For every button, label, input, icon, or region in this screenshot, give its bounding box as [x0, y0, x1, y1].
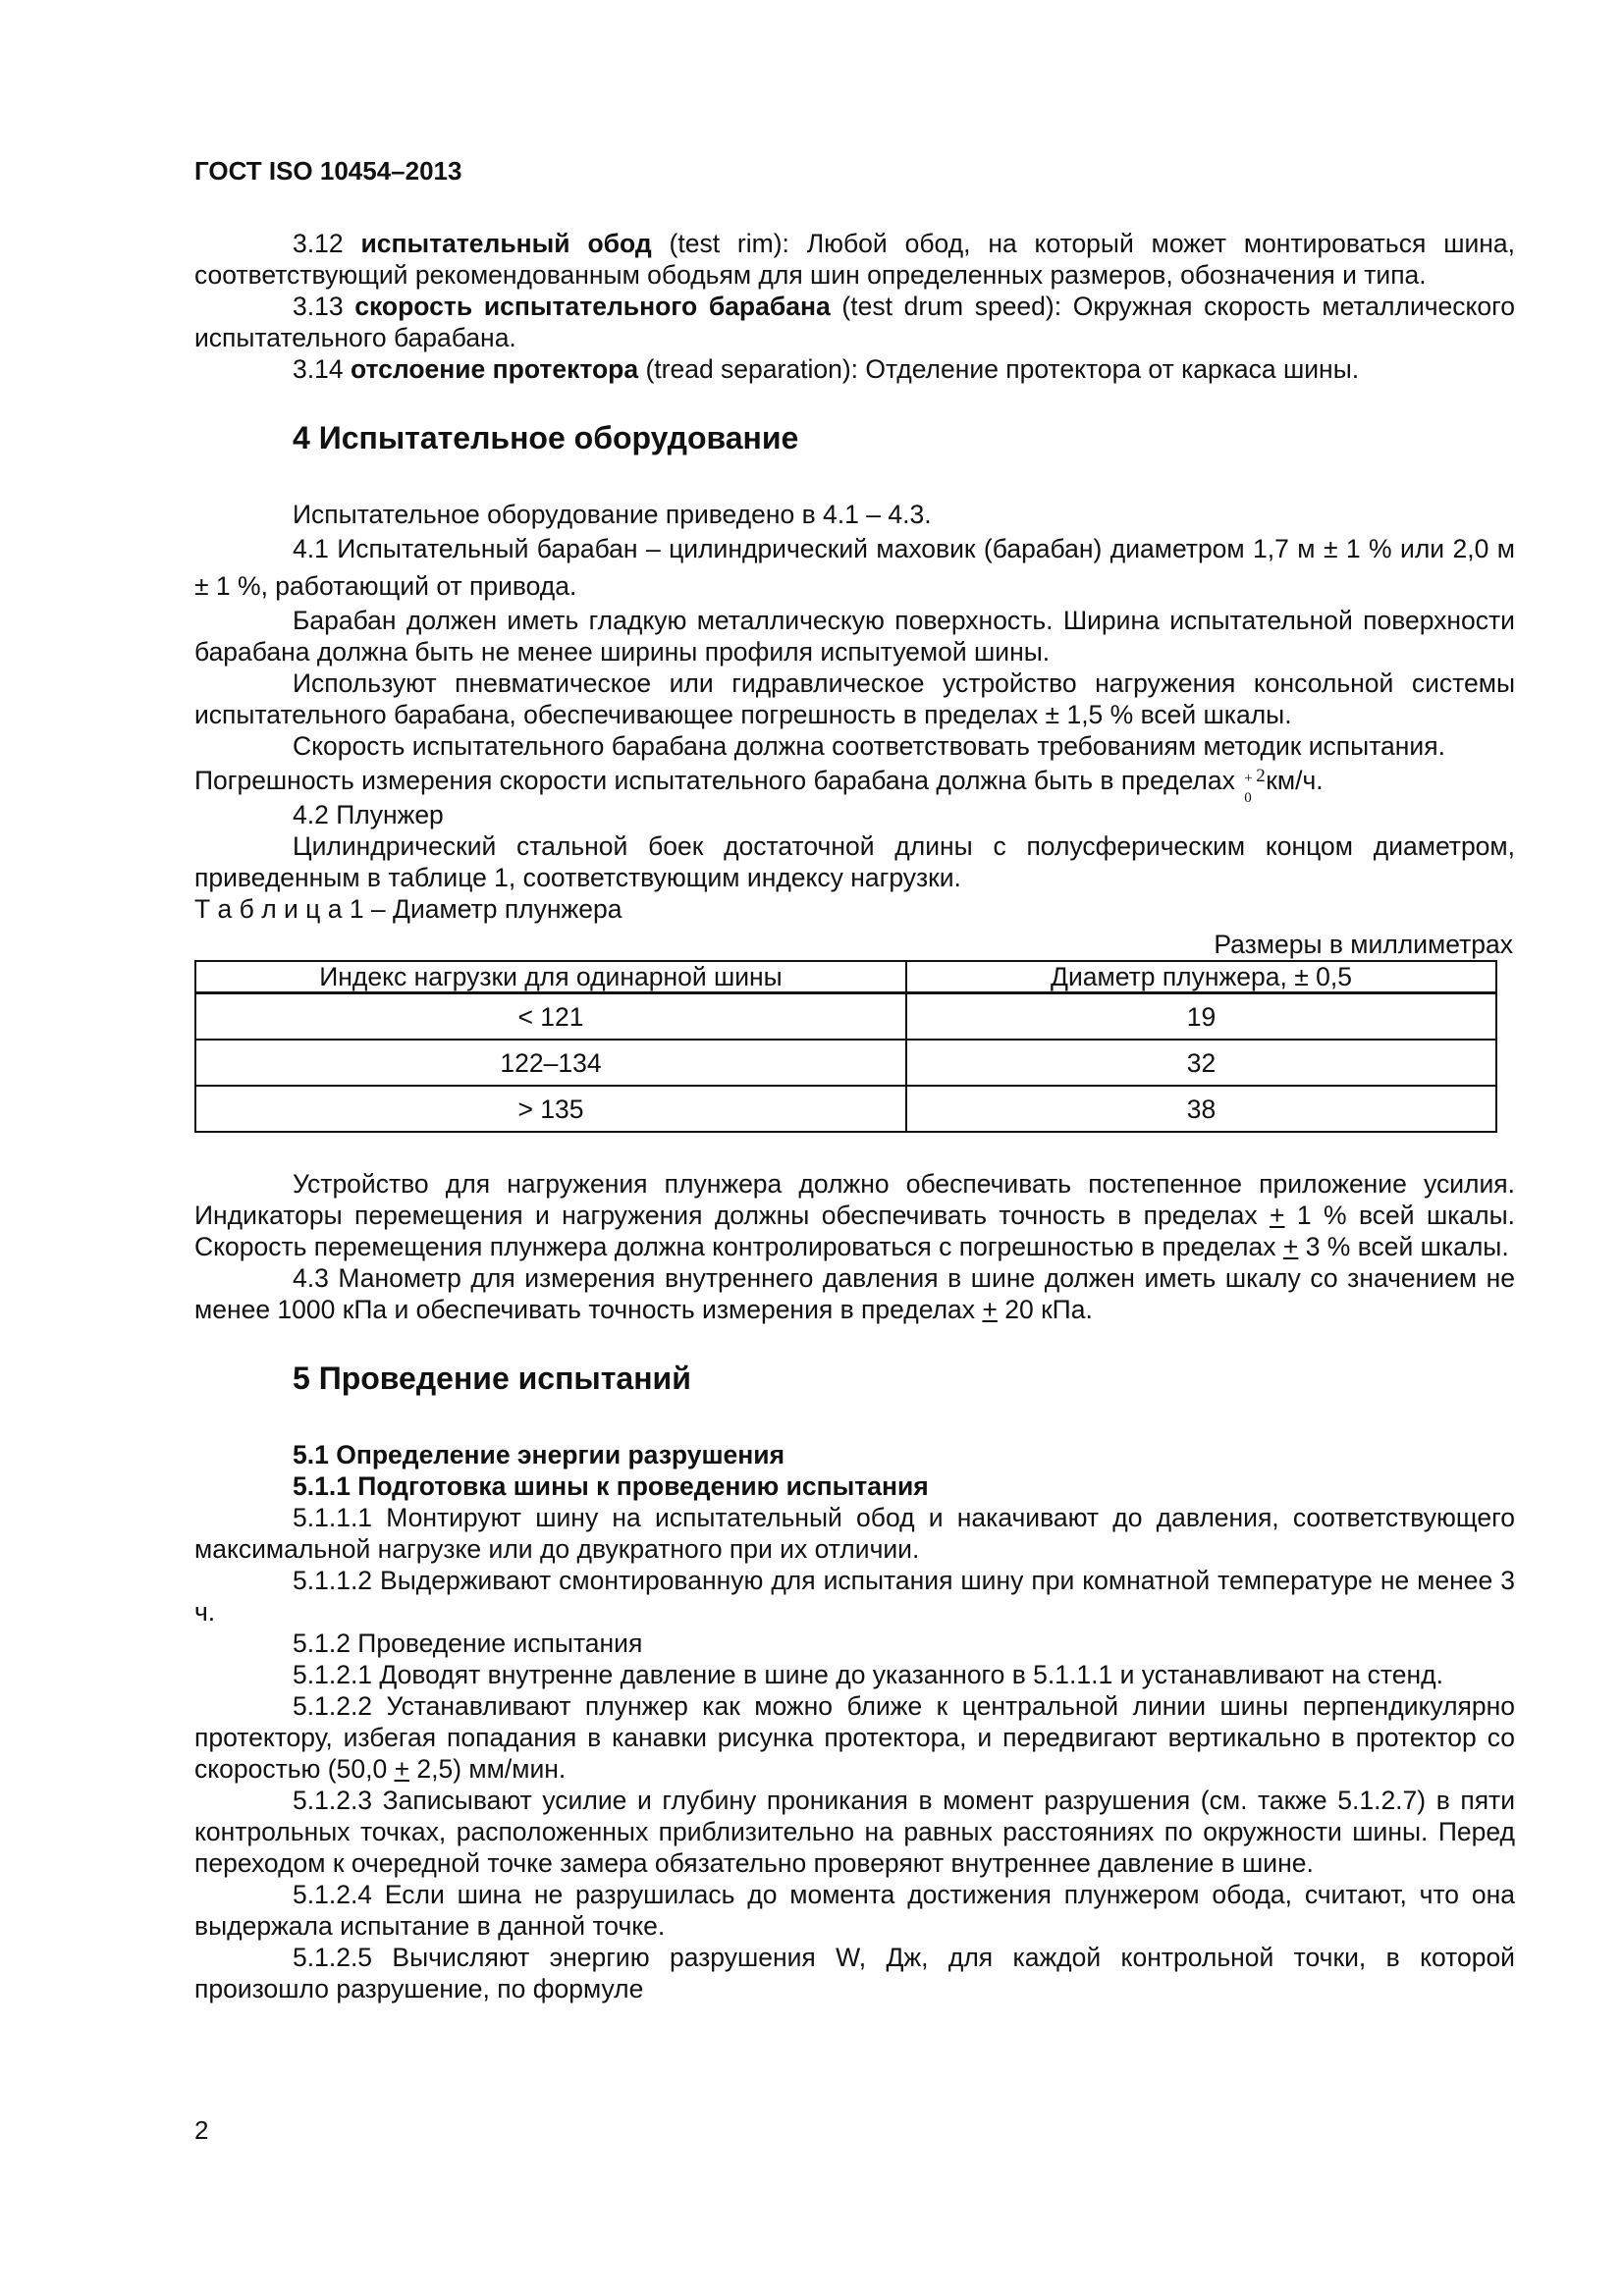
table-row: [195, 993, 1496, 1041]
document-code: ГОСТ ISO 10454–2013: [194, 156, 462, 186]
table-cell: 32: [906, 1040, 1496, 1086]
paragraph-4-3: 4.3 Манометр для измерения внутреннего давления в шине должен иметь шкалу со значением не менее 1000 кПа и обеспечивать точность измерения в пределах + 20 кПа.: [194, 1263, 1515, 1324]
term: скорость испытательного барабана: [354, 292, 831, 321]
table-cell: < 121: [195, 993, 906, 1041]
paragraph-4-1-loading: Используют пневматическое или гидравлическое устройство нагружения консольной системы испытательного барабана, обеспечивающее погрешность в пределах ± 1,5 % всей шкалы.: [194, 668, 1515, 729]
table-header: Диаметр плунжера, ± 0,5: [906, 961, 1496, 993]
paragraph-4-1-surface: Барабан должен иметь гладкую металлическую поверхность. Ширина испытательной поверхности барабана должна быть не менее ширины профиля испытуемой шины.: [194, 606, 1515, 667]
term: испытательный обод: [360, 229, 652, 258]
table-title: Т а б л и ц а 1 – Диаметр плунжера: [194, 894, 622, 924]
table-cell: 38: [906, 1086, 1496, 1132]
definition-3-13: 3.13 скорость испытательного барабана (test drum speed): Окружная скорость металлического испытательного барабана.: [194, 292, 1515, 352]
plunger-diameter-table: [194, 960, 1497, 1133]
paragraph-5-1-2-1: 5.1.2.1 Доводят внутренне давление в шине до указанного в 5.1.1.1 и устанавливают на стенд.: [293, 1660, 1443, 1689]
paragraph-4-1-speed: Скорость испытательного барабана должна соответствовать требованиям методик испытания.: [293, 731, 1445, 761]
table-units: Размеры в миллиметрах: [1214, 930, 1513, 959]
table-row: [195, 1040, 1496, 1086]
paragraph-4-1-speed-tolerance: Погрешность измерения скорости испытательного барабана должна быть в пределах + 2 0 км/ч.: [194, 766, 1324, 806]
paragraph-4-2-loading-device: Устройство для нагружения плунжера должно обеспечивать постепенное приложение усилия. Индикаторы перемещения и нагружения должны обеспечивать точность в пределах + 1 % всей шкалы. Скорость перемещения плунжера должна контролироваться с погрешностью в пределах + 3 % всей шкалы.: [194, 1169, 1515, 1261]
paragraph-4-2: 4.2 Плунжер: [293, 800, 444, 829]
definition-3-12: 3.12 испытательный обод (test rim): Любой обод, на который может монтироваться шина, соответствующий рекомендованным ободьям для шин определенных размеров, обозначения и типа.: [194, 229, 1515, 290]
paragraph-4-2-plunger: Цилиндрический стальной боек достаточной длины с полусферическим концом диаметром, приведенным в таблице 1, соответствующим индексу нагрузки.: [194, 831, 1515, 892]
page-number: 2: [194, 2115, 209, 2145]
table-cell: 122–134: [195, 1040, 906, 1086]
paragraph-5-1-2-3: 5.1.2.3 Записывают усилие и глубину проникания в момент разрушения (см. также 5.1.2.7) в пяти контрольных точках, расположенных приблизительно на равных расстояниях по окружности шины. Перед переходом к очередной точке замера обязательно проверяют внутреннее давление в шине.: [194, 1786, 1515, 1878]
subsection-5-1-1-heading: 5.1.1 Подготовка шины к проведению испытания: [293, 1471, 929, 1501]
section-4-heading: 4 Испытательное оборудование: [293, 420, 799, 455]
paragraph-5-1-1-2: 5.1.1.2 Выдерживают смонтированную для испытания шину при комнатной температуре не менее 3 ч.: [194, 1566, 1515, 1627]
paragraph-5-1-1-1: 5.1.1.1 Монтируют шину на испытательный обод и накачивают до давления, соответствующего максимальной нагрузке или до двукратного при их отличии.: [194, 1503, 1515, 1564]
paragraph-5-1-2-4: 5.1.2.4 Если шина не разрушилась до момента достижения плунжером обода, считают, что она выдержала испытание в данной точке.: [194, 1880, 1515, 1941]
paragraph-5-1-2-2: 5.1.2.2 Устанавливают плунжер как можно ближе к центральной линии шины перпендикулярно протектору, избегая попадания в канавки рисунка протектора, и передвигают вертикально в протектор со скоростью (50,0 + 2,5) мм/мин.: [194, 1691, 1515, 1784]
subsection-5-1-heading: 5.1 Определение энергии разрушения: [293, 1440, 785, 1469]
document-page: [194, 155, 1515, 2004]
section-5-heading: 5 Проведение испытаний: [293, 1361, 691, 1396]
paragraph-5-1-2: 5.1.2 Проведение испытания: [293, 1629, 643, 1658]
table-row: [195, 1086, 1496, 1132]
paragraph-4-1: 4.1 Испытательный барабан – цилиндрический маховик (барабан) диаметром 1,7 м ± 1 % или 2,0 м ± 1 %, работающий от привода.: [194, 534, 1515, 601]
table-cell: 19: [906, 993, 1496, 1041]
speed-tolerance: + 2 0: [1244, 766, 1266, 806]
table-cell: > 135: [195, 1086, 906, 1132]
table-header-row: [195, 961, 1496, 993]
table-header: Индекс нагрузки для одинарной шины: [195, 961, 906, 993]
section-4-intro: Испытательное оборудование приведено в 4.1 – 4.3.: [293, 500, 932, 529]
paragraph-5-1-2-5: 5.1.2.5 Вычисляют энергию разрушения W, Дж, для каждой контрольной точки, в которой произошло разрушение, по формуле: [194, 1943, 1515, 2003]
term: отслоение протектора: [350, 354, 639, 384]
definition-3-14: 3.14 отслоение протектора (tread separation): Отделение протектора от каркаса шины.: [293, 354, 1360, 384]
